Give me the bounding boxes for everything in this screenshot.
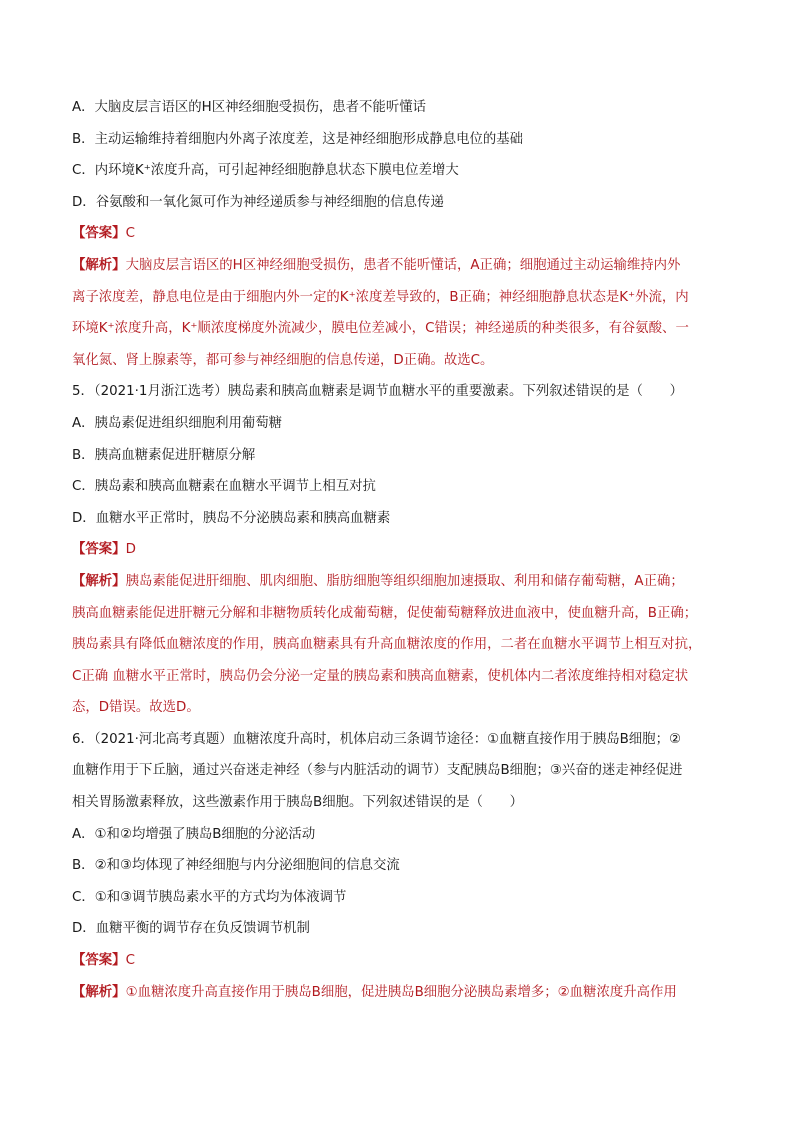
- explain-label: 【解析】: [72, 984, 126, 1000]
- explain-label: 【解析】: [72, 257, 126, 273]
- q6-options: [72, 825, 724, 940]
- explanation-line: 【解析】胰岛素能促进肝细胞、肌肉细胞、脂肪细胞等组织细胞加速摄取、利用和储存葡萄糖，A正确；: [72, 573, 684, 589]
- q6-option-a: A．①和②均增强了胰岛B细胞的分泌活动: [72, 826, 316, 842]
- q4-option-b: B．主动运输维持着细胞内外离子浓度差，这是神经细胞形成静息电位的基础: [72, 131, 524, 147]
- q4-answer: [72, 224, 724, 244]
- explanation-line: 环境K⁺浓度升高，K⁺顺浓度梯度外流减少，膜电位差减小，C错误；神经递质的种类很多，有谷氨酸、一: [72, 321, 689, 337]
- explanation-line: 态，D错误。故选D。: [72, 700, 200, 716]
- q4-options: [72, 98, 724, 213]
- q4-option-d: D．谷氨酸和一氧化氮可作为神经递质参与神经细胞的信息传递: [72, 194, 444, 210]
- q5-option-c: C．胰岛素和胰高血糖素在血糖水平调节上相互对抗: [72, 479, 376, 495]
- q4-option-a: A．大脑皮层言语区的H区神经细胞受损伤，患者不能听懂话: [72, 100, 426, 115]
- q6-stem-line: 血糖作用于下丘脑，通过兴奋迷走神经（参与内脏活动的调节）支配胰岛B细胞；③兴奋的迷走神经促进: [72, 763, 683, 779]
- q5-stem: 5．（2021·1月浙江选考）胰岛素和胰高血糖素是调节血糖水平的重要激素。下列叙述错误的是（ ）: [72, 384, 684, 400]
- q6-answer: [72, 951, 724, 971]
- q5-answer: [72, 540, 724, 560]
- answer-value: C: [125, 226, 135, 242]
- explanation-line: C正确 血糖水平正常时，胰岛仍会分泌一定量的胰岛素和胰高血糖素，使机体内二者浓度维持相对稳定状: [72, 668, 689, 684]
- explanation-line: 氧化氮、肾上腺素等，都可参与神经细胞的信息传递，D正确。故选C。: [72, 352, 494, 368]
- explanation-line: 【解析】①血糖浓度升高直接作用于胰岛B细胞，促进胰岛B细胞分泌胰岛素增多；②血糖浓度升高作用: [72, 984, 677, 1000]
- answer-label: 【答案】: [72, 226, 126, 242]
- explanation-line: 胰高血糖素能促进肝糖元分解和非糖物质转化成葡萄糖，促使葡萄糖释放进血液中，使血糖升高，B正确；: [72, 605, 698, 621]
- q6-stem-line: 6．（2021·河北高考真题）血糖浓度升高时，机体启动三条调节途径：①血糖直接作用于胰岛B细胞；②: [72, 731, 681, 747]
- explanation-line: 胰岛素具有降低血糖浓度的作用，胰高血糖素具有升高血糖浓度的作用，二者在血糖水平调节上相互对抗，: [72, 637, 702, 653]
- explain-label: 【解析】: [72, 573, 126, 589]
- document-page: [72, 98, 724, 1014]
- q6-option-b: B．②和③均体现了神经细胞与内分泌细胞间的信息交流: [72, 858, 400, 874]
- answer-value: C: [125, 953, 135, 969]
- q5-explanation: [72, 572, 724, 718]
- q6-stem: [72, 730, 724, 813]
- answer-label: 【答案】: [72, 953, 126, 969]
- q5-option-d: D．血糖水平正常时，胰岛不分泌胰岛素和胰高血糖素: [72, 510, 391, 526]
- explanation-line: 【解析】大脑皮层言语区的H区神经细胞受损伤，患者不能听懂话，A正确；细胞通过主动运输维持内外: [72, 257, 681, 273]
- q5-options: [72, 414, 724, 529]
- q6-option-c: C．①和③调节胰岛素水平的方式均为体液调节: [72, 889, 347, 905]
- answer-label: 【答案】: [72, 542, 126, 558]
- q6-option-d: D．血糖平衡的调节存在负反馈调节机制: [72, 921, 310, 937]
- q5-option-b: B．胰高血糖素促进肝糖原分解: [72, 447, 256, 463]
- answer-value: D: [125, 542, 136, 558]
- q4-option-c: C．内环境K⁺浓度升高，可引起神经细胞静息状态下膜电位差增大: [72, 163, 459, 179]
- explanation-line: 离子浓度差，静息电位是由于细胞内外一定的K⁺浓度差导致的，B正确；神经细胞静息状态是K⁺外流，内: [72, 289, 689, 305]
- q5-option-a: A．胰岛素促进组织细胞利用葡萄糖: [72, 415, 283, 431]
- q6-explanation: [72, 983, 724, 1003]
- q6-stem-line: 相关胃肠激素释放，这些激素作用于胰岛B细胞。下列叙述错误的是（ ）: [72, 795, 524, 811]
- q4-explanation: [72, 256, 724, 371]
